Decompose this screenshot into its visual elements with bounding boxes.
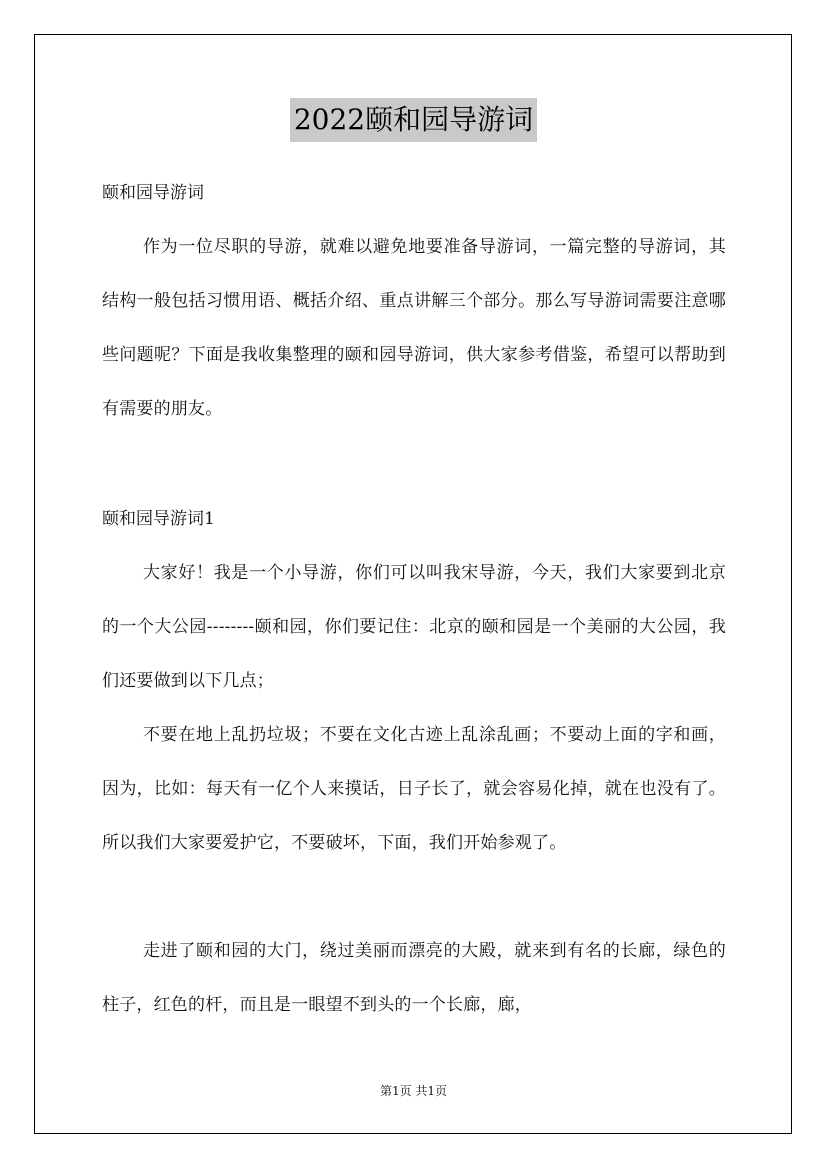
document-title: 2022颐和园导游词 (290, 98, 537, 142)
title-wrap (0, 98, 827, 142)
page-number: 第1页 共1页 (379, 1084, 448, 1098)
intro-paragraph: 作为一位尽职的导游，就难以避免地要准备导游词，一篇完整的导游词，其结构一般包括习惯用语、概括介绍、重点讲解三个部分。那么写导游词需要注意哪些问题呢？下面是我收集整理的颐和园导游词，供大家参考借鉴，希望可以帮助到有需要的朋友。 (102, 237, 726, 419)
body-paragraph: 大家好！我是一个小导游，你们可以叫我宋导游，今天，我们大家要到北京的一个大公园--------颐和园，你们要记住：北京的颐和园是一个美丽的大公园，我们还要做到以下几点； (102, 563, 726, 691)
body-paragraph: 不要在地上乱扔垃圾；不要在文化古迹上乱涂乱画；不要动上面的字和画，因为，比如：每天有一亿个人来摸话，日子长了，就会容易化掉，就在也没有了。所以我们大家要爱护它，不要破坏，下面，我们开始参观了。 (102, 725, 726, 853)
section-heading: 颐和园导游词1 (102, 509, 215, 529)
intro-heading: 颐和园导游词 (102, 183, 204, 203)
body-paragraph: 走进了颐和园的大门，绕过美丽而漂亮的大殿，就来到有名的长廊，绿色的柱子，红色的杆，而且是一眼望不到头的一个长廊，廊， (102, 941, 726, 1015)
